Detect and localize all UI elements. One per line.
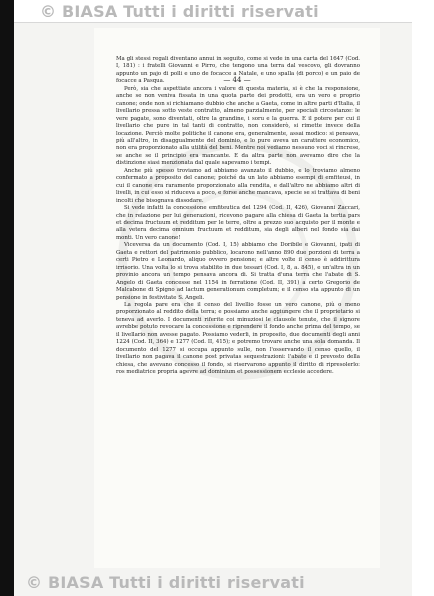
paragraph: Ma gli stessi regali diventano annui in seguito, come si vede in una carta del 1647 (Cod. I, 181) : i fratelli Giovanni e Pirro, che tengono una terra dal vescovo, gli dovranno appunto un pajo di polli e uno de focacce a Natale, e uno spalla (di porco) e un paio de focacce a Pasqua. xyxy=(116,56,360,85)
watermark-bottom: © BIASA Tutti i diritti riservati xyxy=(26,573,305,592)
body-text xyxy=(116,56,360,376)
paragraph: Si vede infatti la concessione emfiteutica del 1294 (Cod. II, 426), Giovanni Zaccari, che in relazione per lui generazioni, ricevono pagare alla chiesa di Gaeta la tertia pars et decima fructuum et redditum per le terre, oltre a prezzo suo acquisto per il monte e alla vetera decima omnium fructuum et redditum, sia degli alberi nel fondo sia dai monti. Un vero canone! xyxy=(116,205,360,241)
paragraph: La regola pare era che il censo del livellio fosse un vero canone, più o meno proporzionato al reddito della terra; e possiamo anche aggiungere che il proprietario si teneva ad averlo. I documenti riferite coi minuziosi le clausole tenute, che il signore avrebbe potuto revocare la concessione e riprendere il fondo anche prima del tempo, se il livellario non avesse pagato. Possiamo vederli, in proposito, due documenti degli anni 1224 (Cod. II, 364) e 1277 (Cod. II, 415); e potremo trovare anche una sola domanda. Il documento del 1277 si occupa appunto sulle, non l'osservando il censo quello, il livellario non pagava il canone post privatas sequestrazioni: l'abate e il prevosto della chiesa, che avevano concesso il fondo, si riservarono appunto il diritto di ripresolerlo: ros mediatrice propria agevre ad dominium et possessionem ecclesie accedere. xyxy=(116,301,360,376)
scan-left-edge xyxy=(0,0,14,596)
watermark-band-top xyxy=(14,0,434,23)
paragraph: Anche più spesso troviamo ad abbiamo avanzato il dubbio, e lo troviamo almeno confermato a proposito del canone; poiché da un lato abbiamo esempi di emfiteusi, in cui il canone era raramente proporzionato alla rendita, e dall'altro ne abbiamo altri di livelli, in cui esso si riduceva a poco, e forse anche mancava, specie se si trattava di beni incolti che bisognava dissodare. xyxy=(116,167,360,204)
watermark-top: © BIASA Tutti i diritti riservati xyxy=(40,2,319,21)
paragraph: Viceversa da un documento (Cod. I, 15) abbiamo che Doribile e Giovanni, ipati di Gaeta e rettori del patrimonio pubblico, locarono nell'anno 890 due porzioni di terra a certi Pietro e Leonardo, aliquo ovvero pensione; e altre volte il censo è addirittura irrisorio. Una volta lo si trova stabilito in due tessari (Cod. I, 8, a. 845), e un'altra in un provinio ancora un tempo pensava ancora di. Si tratta d'una terra che l'abate di S. Angelo di Gaeta concesse nel 1154 in ferratione (Cod. II, 391) a certo Gregorio de Malcabone di Spigno ad lactum generationum completum; e il censo sta appunto di un pensione in festivitate S. Angeli. xyxy=(116,242,360,301)
paragraph: Però, sia che aspettiate ancora i valore di questa materia, si è che la responsione, anche se non veniva fissata in una quota parte dei prodotti, era un vero e proprio canone; onde non si richiamano dubbio che anche a Gaeta, come in altre parti d'Italia, il livellario pressa sotto veste contratto, almeno parzialmente, per speciali circostanze: le vere pagate, sono diventati, oltre la grandine, i soru e la guerra. E il potere per cui il livellario che pure in tal tanti di contratto, non considerò, si rimette invece della locazione. Perciò molte politiche il canone era, generalmente, assai modico: si pensava, più all'altro, in disaggualmente del dominio, e lo pure aveva un carattere economico, non era proporzionato alla utilità del beni. Mentre noi vediamo nessuno voci si rincrese, se anche se il principio era mancante. E da altra parte non avevamo dire che la distinzione siasi menzionata dal quale sapevamo i tempi. xyxy=(116,85,360,167)
scan-right-margin xyxy=(412,0,434,596)
page-number: — 44 — xyxy=(223,76,251,84)
